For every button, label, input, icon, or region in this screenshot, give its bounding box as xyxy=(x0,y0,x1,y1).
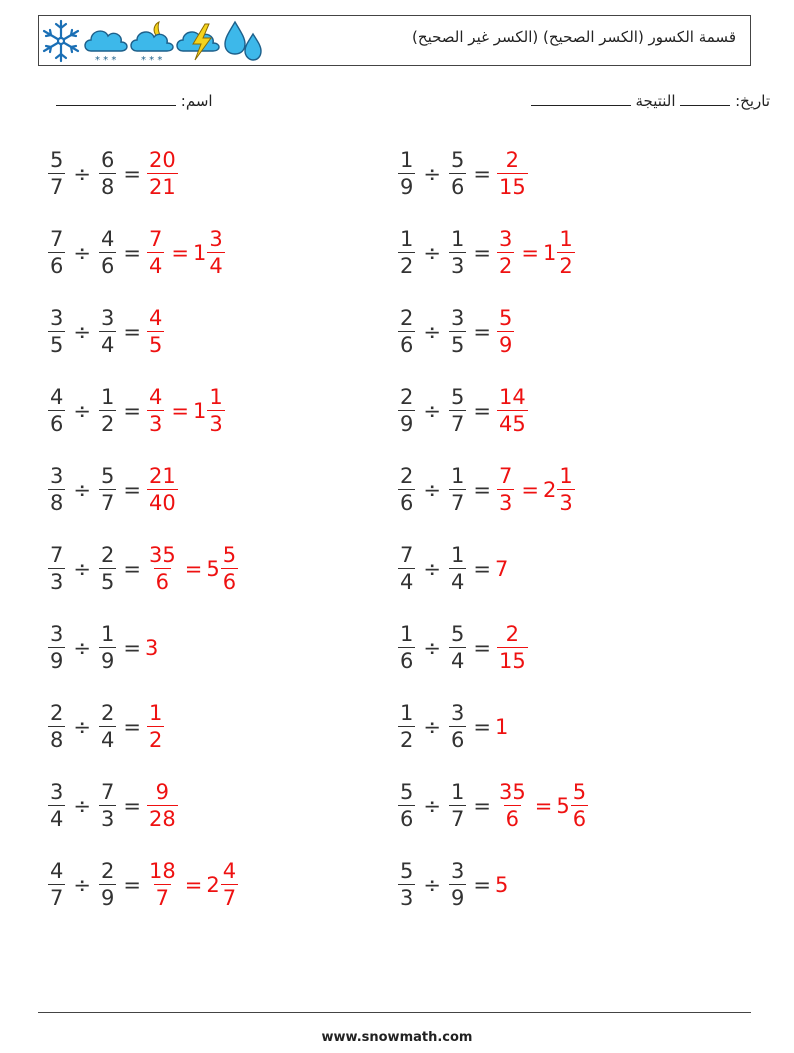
answer-fraction xyxy=(497,229,514,277)
date-label: تاريخ: xyxy=(735,92,770,110)
equals-sign: = xyxy=(473,873,491,897)
footer-divider xyxy=(38,1012,751,1013)
denominator: 3 xyxy=(100,807,115,831)
numerator: 1 xyxy=(450,780,465,804)
divisor-fraction xyxy=(449,229,466,277)
divide-sign: ÷ xyxy=(73,557,91,581)
numerator: 5 xyxy=(100,464,115,488)
dividend-fraction xyxy=(48,150,65,198)
equals-sign: = xyxy=(123,715,141,739)
mixed-fraction xyxy=(557,466,574,514)
equals-sign: = xyxy=(473,478,491,502)
numerator: 4 xyxy=(50,385,64,409)
divisor-fraction xyxy=(449,782,466,830)
denominator: 6 xyxy=(505,807,520,831)
numerator: 2 xyxy=(400,385,414,409)
divide-sign: ÷ xyxy=(423,320,441,344)
numerator: 4 xyxy=(100,227,115,251)
divide-sign: ÷ xyxy=(73,399,91,423)
dividend-fraction xyxy=(48,624,65,672)
numerator: 9 xyxy=(155,780,170,804)
answer-fraction xyxy=(497,308,514,356)
numerator: 1 xyxy=(400,701,414,725)
denominator: 2 xyxy=(400,728,414,752)
equals-sign: = xyxy=(473,162,491,186)
equals-sign: = xyxy=(171,241,189,265)
numerator: 7 xyxy=(400,543,414,567)
numerator: 3 xyxy=(450,701,465,725)
denominator: 3 xyxy=(400,886,414,910)
answer-fraction xyxy=(497,466,514,514)
dividend-fraction xyxy=(398,308,415,356)
numerator: 2 xyxy=(50,701,64,725)
denominator: 5 xyxy=(148,333,163,357)
numerator: 1 xyxy=(209,385,223,409)
answer-integer: 5 xyxy=(494,873,509,897)
problem-item xyxy=(396,695,508,759)
numerator: 1 xyxy=(400,622,414,646)
denominator: 7 xyxy=(450,807,465,831)
numerator: 1 xyxy=(400,148,414,172)
numerator: 35 xyxy=(148,543,176,567)
equals-sign: = xyxy=(123,794,141,818)
numerator: 3 xyxy=(50,306,64,330)
equals-sign: = xyxy=(521,478,539,502)
dividend-fraction xyxy=(48,308,65,356)
equals-sign: = xyxy=(184,557,203,581)
mixed-whole: 5 xyxy=(556,794,570,818)
problem-item xyxy=(46,774,180,838)
denominator: 6 xyxy=(400,807,414,831)
answer-integer: 7 xyxy=(494,557,509,581)
denominator: 2 xyxy=(498,254,513,278)
denominator: 2 xyxy=(400,254,414,278)
denominator: 9 xyxy=(100,886,115,910)
mixed-whole: 1 xyxy=(192,399,207,423)
equals-sign: = xyxy=(473,557,491,581)
problem-item xyxy=(396,142,530,206)
denominator: 6 xyxy=(572,807,587,831)
dividend-fraction xyxy=(48,861,65,909)
problem-item xyxy=(396,774,590,838)
problem-item xyxy=(396,537,508,601)
numerator: 5 xyxy=(450,385,465,409)
numerator: 3 xyxy=(50,622,64,646)
dividend-fraction xyxy=(398,387,415,435)
divide-sign: ÷ xyxy=(73,320,91,344)
denominator: 2 xyxy=(559,254,573,278)
divide-sign: ÷ xyxy=(73,636,91,660)
equals-sign: = xyxy=(473,320,491,344)
denominator: 2 xyxy=(148,728,163,752)
equals-sign: = xyxy=(123,399,141,423)
answer-fraction xyxy=(147,308,164,356)
equals-sign: = xyxy=(521,241,539,265)
divide-sign: ÷ xyxy=(423,399,441,423)
divisor-fraction xyxy=(99,782,116,830)
denominator: 7 xyxy=(222,886,237,910)
equals-sign: = xyxy=(184,873,203,897)
numerator: 1 xyxy=(400,227,414,251)
dividend-fraction xyxy=(48,782,65,830)
equals-sign: = xyxy=(534,794,553,818)
denominator: 7 xyxy=(450,491,465,515)
answer-fraction xyxy=(147,545,178,593)
divide-sign: ÷ xyxy=(423,794,441,818)
problem-item xyxy=(46,695,166,759)
mixed-fraction xyxy=(557,229,574,277)
denominator: 6 xyxy=(100,254,115,278)
dividend-fraction xyxy=(48,545,65,593)
mixed-whole: 1 xyxy=(192,241,207,265)
divisor-fraction xyxy=(449,308,466,356)
denominator: 6 xyxy=(400,491,414,515)
denominator: 9 xyxy=(498,333,513,357)
divide-sign: ÷ xyxy=(73,478,91,502)
denominator: 6 xyxy=(50,254,64,278)
divisor-fraction xyxy=(449,387,466,435)
problem-item xyxy=(46,221,227,285)
answer-fraction xyxy=(147,150,178,198)
divisor-fraction xyxy=(99,308,116,356)
divide-sign: ÷ xyxy=(423,873,441,897)
denominator: 6 xyxy=(222,570,237,594)
denominator: 3 xyxy=(148,412,163,436)
numerator: 7 xyxy=(148,227,163,251)
equals-sign: = xyxy=(123,873,141,897)
divisor-fraction xyxy=(99,150,116,198)
answer-fraction xyxy=(497,782,528,830)
numerator: 35 xyxy=(498,780,526,804)
mixed-whole: 2 xyxy=(542,478,557,502)
denominator: 7 xyxy=(50,175,64,199)
answer-fraction xyxy=(147,782,178,830)
problem-item xyxy=(396,458,577,522)
denominator: 4 xyxy=(450,649,465,673)
divide-sign: ÷ xyxy=(423,162,441,186)
numerator: 3 xyxy=(498,227,513,251)
dividend-fraction xyxy=(398,861,415,909)
divisor-fraction xyxy=(449,861,466,909)
numerator: 18 xyxy=(148,859,176,883)
numerator: 3 xyxy=(50,780,64,804)
divisor-fraction xyxy=(99,861,116,909)
numerator: 3 xyxy=(450,859,465,883)
numerator: 7 xyxy=(50,227,64,251)
divisor-fraction xyxy=(449,466,466,514)
numerator: 4 xyxy=(148,385,163,409)
dividend-fraction xyxy=(398,229,415,277)
numerator: 3 xyxy=(50,464,64,488)
divisor-fraction xyxy=(449,624,466,672)
problem-item xyxy=(396,853,508,917)
numerator: 2 xyxy=(100,543,115,567)
numerator: 7 xyxy=(50,543,64,567)
equals-sign: = xyxy=(123,636,141,660)
denominator: 7 xyxy=(100,491,115,515)
numerator: 6 xyxy=(100,148,115,172)
equals-sign: = xyxy=(473,399,491,423)
denominator: 5 xyxy=(50,333,64,357)
denominator: 8 xyxy=(50,728,64,752)
mixed-fraction xyxy=(221,861,238,909)
mixed-fraction xyxy=(207,387,224,435)
numerator: 3 xyxy=(100,306,115,330)
divide-sign: ÷ xyxy=(423,557,441,581)
equals-sign: = xyxy=(123,320,141,344)
denominator: 6 xyxy=(400,333,414,357)
denominator: 45 xyxy=(498,412,526,436)
denominator: 4 xyxy=(100,728,115,752)
equals-sign: = xyxy=(473,636,491,660)
problem-item xyxy=(46,853,240,917)
numerator: 1 xyxy=(450,227,465,251)
denominator: 7 xyxy=(450,412,465,436)
equals-sign: = xyxy=(123,241,141,265)
denominator: 8 xyxy=(100,175,115,199)
divide-sign: ÷ xyxy=(73,715,91,739)
denominator: 40 xyxy=(148,491,176,515)
denominator: 15 xyxy=(498,649,526,673)
divisor-fraction xyxy=(99,545,116,593)
answer-fraction xyxy=(147,466,178,514)
mixed-fraction xyxy=(571,782,588,830)
denominator: 8 xyxy=(50,491,64,515)
answer-fraction xyxy=(147,387,164,435)
problem-item xyxy=(46,142,180,206)
numerator: 14 xyxy=(498,385,526,409)
dividend-fraction xyxy=(398,703,415,751)
mixed-whole: 5 xyxy=(206,557,220,581)
numerator: 5 xyxy=(572,780,587,804)
answer-fraction xyxy=(147,703,164,751)
divisor-fraction xyxy=(449,150,466,198)
problem-item xyxy=(46,616,158,680)
denominator: 9 xyxy=(450,886,465,910)
name-label: اسم: xyxy=(180,92,213,110)
numerator: 4 xyxy=(148,306,163,330)
denominator: 3 xyxy=(559,491,573,515)
denominator: 9 xyxy=(400,175,414,199)
numerator: 1 xyxy=(100,622,115,646)
numerator: 5 xyxy=(450,148,465,172)
answer-fraction xyxy=(497,624,528,672)
numerator: 1 xyxy=(559,464,573,488)
denominator: 5 xyxy=(450,333,465,357)
problem-item xyxy=(396,379,530,443)
equals-sign: = xyxy=(171,399,189,423)
answer-integer: 3 xyxy=(144,636,159,660)
equals-sign: = xyxy=(473,715,491,739)
problem-item xyxy=(46,379,227,443)
divide-sign: ÷ xyxy=(73,241,91,265)
denominator: 21 xyxy=(148,175,176,199)
denominator: 9 xyxy=(100,649,115,673)
dividend-fraction xyxy=(398,545,415,593)
dividend-fraction xyxy=(398,466,415,514)
numerator: 5 xyxy=(50,148,64,172)
divide-sign: ÷ xyxy=(423,478,441,502)
numerator: 3 xyxy=(209,227,223,251)
divisor-fraction xyxy=(99,703,116,751)
denominator: 6 xyxy=(400,649,414,673)
denominator: 28 xyxy=(148,807,176,831)
numerator: 7 xyxy=(498,464,513,488)
divide-sign: ÷ xyxy=(423,715,441,739)
equals-sign: = xyxy=(473,794,491,818)
numerator: 5 xyxy=(450,622,465,646)
denominator: 5 xyxy=(100,570,115,594)
dividend-fraction xyxy=(398,150,415,198)
footer-url: www.snowmath.com xyxy=(321,1030,473,1045)
answer-fraction xyxy=(497,387,528,435)
divisor-fraction xyxy=(99,466,116,514)
numerator: 3 xyxy=(450,306,465,330)
numerator: 1 xyxy=(450,464,465,488)
denominator: 9 xyxy=(400,412,414,436)
divisor-fraction xyxy=(449,545,466,593)
answer-fraction xyxy=(147,861,178,909)
divide-sign: ÷ xyxy=(423,636,441,660)
divisor-fraction xyxy=(449,703,466,751)
denominator: 3 xyxy=(450,254,465,278)
numerator: 2 xyxy=(400,306,414,330)
denominator: 7 xyxy=(155,886,170,910)
equals-sign: = xyxy=(123,162,141,186)
problem-item xyxy=(396,221,577,285)
denominator: 15 xyxy=(498,175,526,199)
equals-sign: = xyxy=(123,478,141,502)
divide-sign: ÷ xyxy=(73,794,91,818)
dividend-fraction xyxy=(48,703,65,751)
divisor-fraction xyxy=(99,387,116,435)
denominator: 4 xyxy=(450,570,465,594)
answer-fraction xyxy=(147,229,164,277)
numerator: 21 xyxy=(148,464,176,488)
equals-sign: = xyxy=(473,241,491,265)
problem-item xyxy=(46,537,240,601)
dividend-fraction xyxy=(48,387,65,435)
numerator: 5 xyxy=(498,306,513,330)
denominator: 4 xyxy=(209,254,223,278)
dividend-fraction xyxy=(48,229,65,277)
numerator: 20 xyxy=(148,148,176,172)
problem-item xyxy=(46,300,166,364)
numerator: 2 xyxy=(505,148,520,172)
mixed-fraction xyxy=(221,545,238,593)
problem-item xyxy=(396,616,530,680)
equals-sign: = xyxy=(123,557,141,581)
divisor-fraction xyxy=(99,624,116,672)
numerator: 4 xyxy=(222,859,237,883)
mixed-whole: 1 xyxy=(542,241,557,265)
denominator: 9 xyxy=(50,649,64,673)
mixed-whole: 2 xyxy=(206,873,220,897)
denominator: 2 xyxy=(100,412,115,436)
divide-sign: ÷ xyxy=(73,873,91,897)
numerator: 2 xyxy=(505,622,520,646)
denominator: 4 xyxy=(400,570,414,594)
answer-fraction xyxy=(497,150,528,198)
numerator: 7 xyxy=(100,780,115,804)
dividend-fraction xyxy=(398,782,415,830)
numerator: 5 xyxy=(222,543,237,567)
denominator: 3 xyxy=(498,491,513,515)
denominator: 4 xyxy=(100,333,115,357)
answer-integer: 1 xyxy=(494,715,509,739)
numerator: 4 xyxy=(50,859,64,883)
numerator: 1 xyxy=(450,543,465,567)
problem-item xyxy=(396,300,516,364)
denominator: 6 xyxy=(450,728,465,752)
dividend-fraction xyxy=(398,624,415,672)
score-label: النتيجة xyxy=(635,92,676,110)
problem-item xyxy=(46,458,180,522)
denominator: 3 xyxy=(209,412,223,436)
svg-text:* * *: * * * xyxy=(141,55,163,64)
denominator: 6 xyxy=(450,175,465,199)
svg-text:* * *: * * * xyxy=(95,55,117,64)
dividend-fraction xyxy=(48,466,65,514)
numerator: 5 xyxy=(400,780,414,804)
divide-sign: ÷ xyxy=(423,241,441,265)
denominator: 6 xyxy=(50,412,64,436)
numerator: 2 xyxy=(100,701,115,725)
worksheet-title: قسمة الكسور (الكسر الصحيح) (الكسر غير الصحيح) xyxy=(412,28,736,46)
denominator: 3 xyxy=(50,570,64,594)
numerator: 2 xyxy=(400,464,414,488)
divisor-fraction xyxy=(99,229,116,277)
numerator: 2 xyxy=(100,859,115,883)
numerator: 1 xyxy=(100,385,115,409)
denominator: 4 xyxy=(50,807,64,831)
divide-sign: ÷ xyxy=(73,162,91,186)
denominator: 4 xyxy=(148,254,163,278)
numerator: 1 xyxy=(559,227,573,251)
mixed-fraction xyxy=(207,229,224,277)
numerator: 5 xyxy=(400,859,414,883)
denominator: 7 xyxy=(50,886,64,910)
denominator: 6 xyxy=(155,570,170,594)
numerator: 1 xyxy=(148,701,163,725)
